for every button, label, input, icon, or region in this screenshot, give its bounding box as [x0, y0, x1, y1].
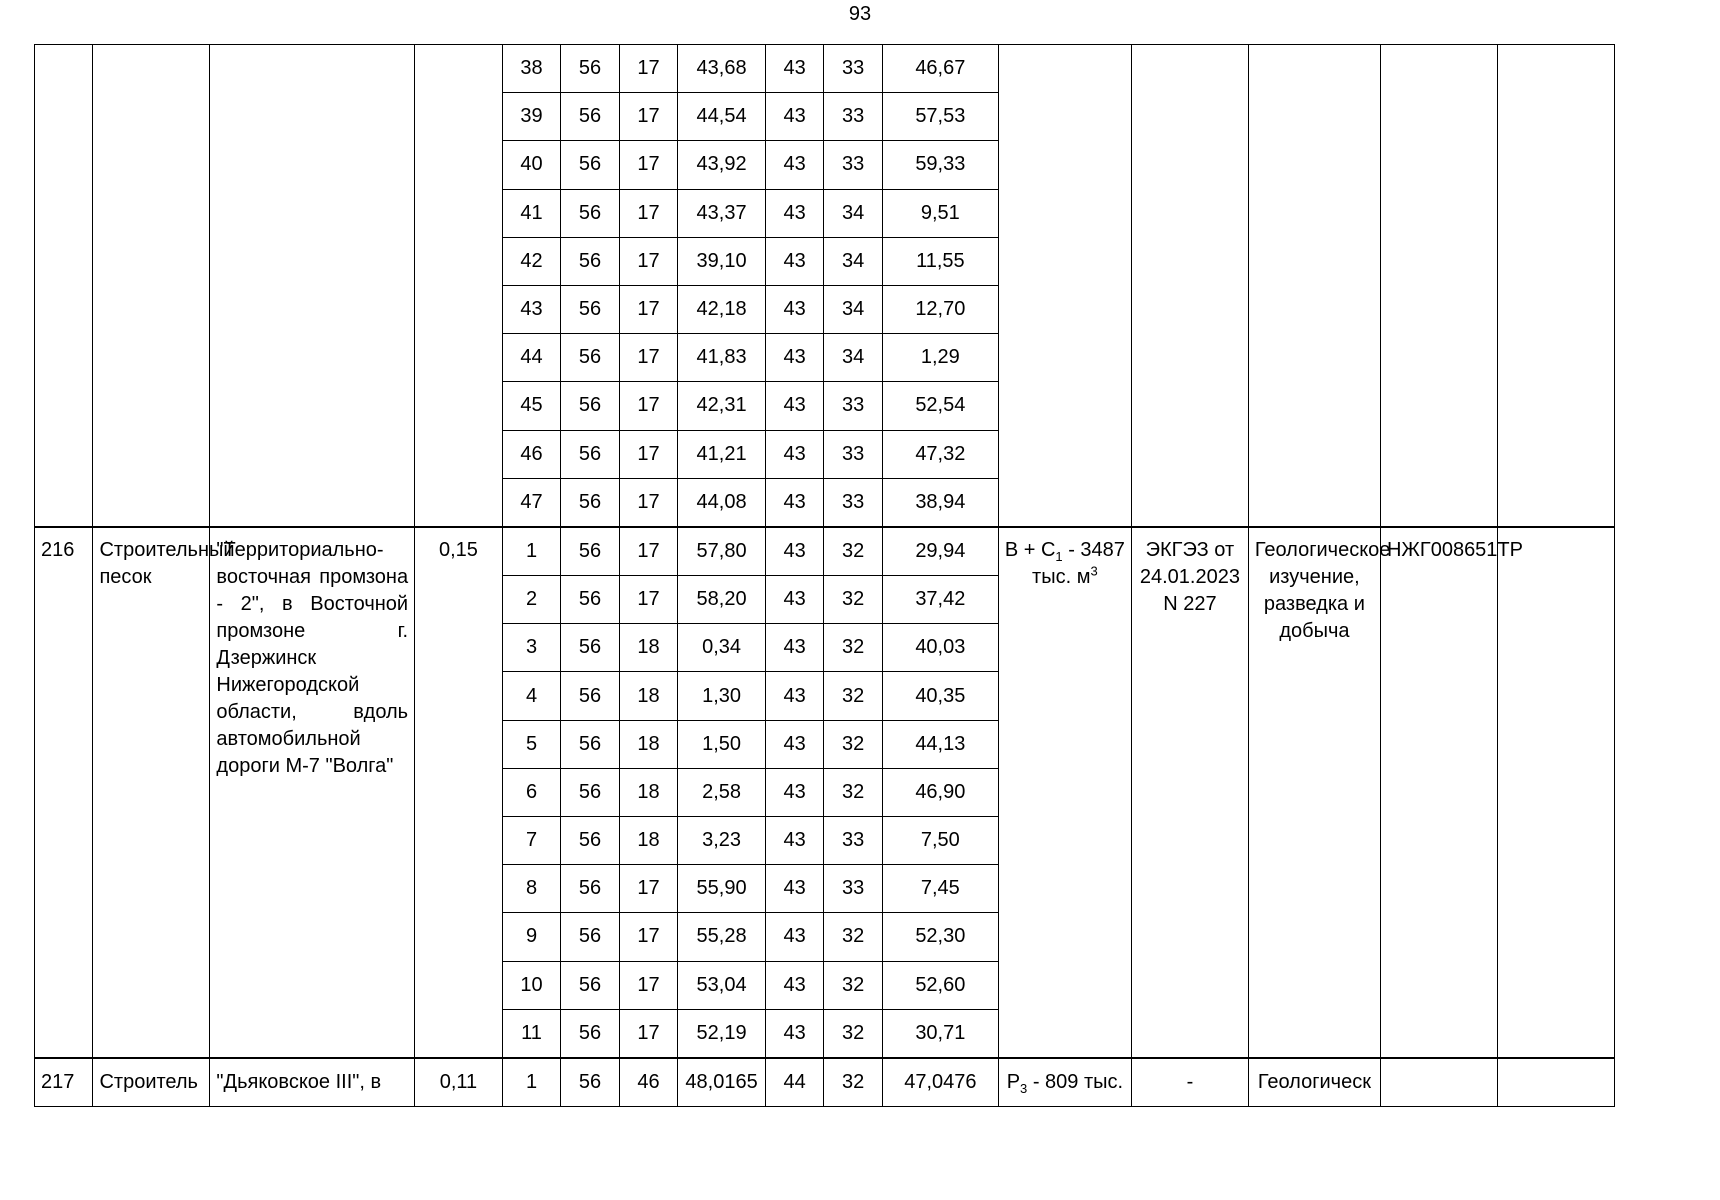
point-number-cell: 46	[502, 430, 560, 478]
point-number-cell: 2	[502, 576, 560, 624]
lat-min-cell: 17	[619, 961, 677, 1009]
lon-min-cell: 33	[824, 865, 882, 913]
lat-deg-cell: 56	[561, 93, 619, 141]
lon-deg-cell: 43	[765, 45, 823, 93]
license-cell	[1380, 45, 1497, 527]
lat-deg-cell: 56	[561, 430, 619, 478]
reserves-cell	[998, 45, 1131, 527]
coordinate-row	[35, 45, 1615, 93]
area-cell: 0,15	[415, 527, 503, 1058]
expertise-cell	[1131, 45, 1248, 527]
coordinate-row	[35, 1058, 1615, 1107]
entry-217	[35, 1058, 1615, 1107]
lon-sec-cell: 46,67	[882, 45, 998, 93]
point-number-cell: 11	[502, 1009, 560, 1058]
lon-min-cell: 33	[824, 141, 882, 189]
license-cell	[1380, 1058, 1497, 1107]
lat-min-cell: 17	[619, 1009, 677, 1058]
lat-sec-cell: 52,19	[678, 1009, 766, 1058]
lat-sec-cell: 43,68	[678, 45, 766, 93]
lon-sec-cell: 38,94	[882, 478, 998, 527]
lon-sec-cell: 40,03	[882, 624, 998, 672]
lat-deg-cell: 56	[561, 1058, 619, 1107]
lat-deg-cell: 56	[561, 189, 619, 237]
lon-sec-cell: 46,90	[882, 768, 998, 816]
lon-deg-cell: 43	[765, 817, 823, 865]
lon-sec-cell: 37,42	[882, 576, 998, 624]
point-number-cell: 40	[502, 141, 560, 189]
lat-deg-cell: 56	[561, 720, 619, 768]
point-number-cell: 8	[502, 865, 560, 913]
lon-sec-cell: 47,0476	[882, 1058, 998, 1107]
lat-sec-cell: 1,50	[678, 720, 766, 768]
lon-min-cell: 32	[824, 624, 882, 672]
lat-deg-cell: 56	[561, 768, 619, 816]
lat-sec-cell: 39,10	[678, 237, 766, 285]
lon-sec-cell: 30,71	[882, 1009, 998, 1058]
point-number-cell: 9	[502, 913, 560, 961]
lon-deg-cell: 43	[765, 334, 823, 382]
purpose-cell: Геологическое изучение, разведка и добыча	[1248, 527, 1380, 1058]
lon-sec-cell: 1,29	[882, 334, 998, 382]
lat-min-cell: 17	[619, 334, 677, 382]
lon-deg-cell: 44	[765, 1058, 823, 1107]
lon-sec-cell: 9,51	[882, 189, 998, 237]
reserves-category-index: 1	[1055, 548, 1063, 564]
point-number-cell: 47	[502, 478, 560, 527]
notes-cell	[1497, 1058, 1614, 1107]
lon-deg-cell: 43	[765, 141, 823, 189]
number-cell	[35, 45, 93, 527]
lat-deg-cell: 56	[561, 478, 619, 527]
number-cell: 216	[35, 527, 93, 1058]
lat-deg-cell: 56	[561, 672, 619, 720]
coordinate-row	[35, 527, 1615, 576]
number-cell: 217	[35, 1058, 93, 1107]
lon-deg-cell: 43	[765, 237, 823, 285]
point-number-cell: 3	[502, 624, 560, 672]
point-number-cell: 42	[502, 237, 560, 285]
lon-deg-cell: 43	[765, 768, 823, 816]
lat-min-cell: 18	[619, 672, 677, 720]
mineral-cell: Строитель	[93, 1058, 210, 1107]
mineral-cell: Строительный песок	[93, 527, 210, 1058]
lon-deg-cell: 43	[765, 961, 823, 1009]
lon-min-cell: 33	[824, 817, 882, 865]
lat-sec-cell: 0,34	[678, 624, 766, 672]
lon-deg-cell: 43	[765, 1009, 823, 1058]
lon-sec-cell: 11,55	[882, 237, 998, 285]
point-number-cell: 39	[502, 93, 560, 141]
reserves-amount: - 3487 тыс. м	[1032, 538, 1125, 588]
lon-min-cell: 34	[824, 285, 882, 333]
lon-min-cell: 33	[824, 430, 882, 478]
point-number-cell: 1	[502, 1058, 560, 1107]
point-number-cell: 5	[502, 720, 560, 768]
lon-sec-cell: 52,30	[882, 913, 998, 961]
lat-sec-cell: 41,83	[678, 334, 766, 382]
lon-deg-cell: 43	[765, 430, 823, 478]
lon-sec-cell: 7,45	[882, 865, 998, 913]
site-cell: "Территориально-восточная промзона - 2", в Восточной промзоне г. Дзержинск Нижегородской области, вдоль автомобильной дороги М-7 "Волга"	[210, 527, 415, 1058]
lon-sec-cell: 59,33	[882, 141, 998, 189]
point-number-cell: 4	[502, 672, 560, 720]
lat-min-cell: 17	[619, 430, 677, 478]
lat-sec-cell: 44,08	[678, 478, 766, 527]
lon-sec-cell: 44,13	[882, 720, 998, 768]
lat-sec-cell: 44,54	[678, 93, 766, 141]
lon-deg-cell: 43	[765, 382, 823, 430]
lat-min-cell: 17	[619, 527, 677, 576]
lon-min-cell: 33	[824, 45, 882, 93]
reserves-amount: - 809 тыс.	[1027, 1071, 1124, 1094]
reserves-cell	[998, 1058, 1131, 1107]
lat-deg-cell: 56	[561, 141, 619, 189]
lat-min-cell: 17	[619, 141, 677, 189]
reserves-category: В + С	[1004, 538, 1056, 561]
lat-deg-cell: 56	[561, 913, 619, 961]
lon-sec-cell: 52,60	[882, 961, 998, 1009]
lat-sec-cell: 53,04	[678, 961, 766, 1009]
lat-sec-cell: 1,30	[678, 672, 766, 720]
lat-deg-cell: 56	[561, 961, 619, 1009]
point-number-cell: 45	[502, 382, 560, 430]
lon-deg-cell: 43	[765, 285, 823, 333]
lon-deg-cell: 43	[765, 478, 823, 527]
lon-deg-cell: 43	[765, 720, 823, 768]
reserves-unit-power: 3	[1090, 563, 1098, 579]
lon-min-cell: 32	[824, 913, 882, 961]
lat-deg-cell: 56	[561, 865, 619, 913]
purpose-cell	[1248, 45, 1380, 527]
lon-deg-cell: 43	[765, 865, 823, 913]
lat-sec-cell: 57,80	[678, 527, 766, 576]
lon-min-cell: 33	[824, 93, 882, 141]
license-cell: НЖГ008651ТР	[1380, 527, 1497, 1058]
lon-min-cell: 32	[824, 527, 882, 576]
lat-sec-cell: 3,23	[678, 817, 766, 865]
point-number-cell: 6	[502, 768, 560, 816]
lat-min-cell: 17	[619, 576, 677, 624]
lat-sec-cell: 42,18	[678, 285, 766, 333]
lat-min-cell: 17	[619, 382, 677, 430]
reserves-category-index: 3	[1020, 1081, 1028, 1097]
site-cell	[210, 45, 415, 527]
lon-sec-cell: 52,54	[882, 382, 998, 430]
lat-sec-cell: 2,58	[678, 768, 766, 816]
lon-min-cell: 32	[824, 720, 882, 768]
lat-deg-cell: 56	[561, 576, 619, 624]
lon-sec-cell: 7,50	[882, 817, 998, 865]
notes-cell	[1497, 45, 1614, 527]
lat-deg-cell: 56	[561, 624, 619, 672]
lat-sec-cell: 55,28	[678, 913, 766, 961]
expertise-cell: -	[1131, 1058, 1248, 1107]
lat-sec-cell: 43,37	[678, 189, 766, 237]
lon-min-cell: 33	[824, 478, 882, 527]
lon-min-cell: 32	[824, 576, 882, 624]
lon-min-cell: 32	[824, 1009, 882, 1058]
lat-min-cell: 18	[619, 768, 677, 816]
point-number-cell: 1	[502, 527, 560, 576]
lat-sec-cell: 41,21	[678, 430, 766, 478]
area-cell: 0,11	[415, 1058, 503, 1107]
lon-min-cell: 34	[824, 237, 882, 285]
lat-min-cell: 17	[619, 478, 677, 527]
lat-deg-cell: 56	[561, 817, 619, 865]
lat-sec-cell: 43,92	[678, 141, 766, 189]
mineral-cell	[93, 45, 210, 527]
lat-sec-cell: 55,90	[678, 865, 766, 913]
lon-sec-cell: 12,70	[882, 285, 998, 333]
lon-sec-cell: 47,32	[882, 430, 998, 478]
lon-deg-cell: 43	[765, 576, 823, 624]
previous-entry-continuation	[35, 45, 1615, 527]
lat-min-cell: 17	[619, 93, 677, 141]
lon-sec-cell: 40,35	[882, 672, 998, 720]
lon-sec-cell: 57,53	[882, 93, 998, 141]
lat-min-cell: 18	[619, 720, 677, 768]
lon-min-cell: 34	[824, 189, 882, 237]
lat-min-cell: 17	[619, 237, 677, 285]
notes-cell	[1497, 527, 1614, 1058]
lon-min-cell: 34	[824, 334, 882, 382]
lon-deg-cell: 43	[765, 672, 823, 720]
reserves-cell	[998, 527, 1131, 1058]
lat-deg-cell: 56	[561, 334, 619, 382]
point-number-cell: 10	[502, 961, 560, 1009]
lat-deg-cell: 56	[561, 527, 619, 576]
lat-sec-cell: 48,0165	[678, 1058, 766, 1107]
point-number-cell: 38	[502, 45, 560, 93]
lon-sec-cell: 29,94	[882, 527, 998, 576]
lon-deg-cell: 43	[765, 527, 823, 576]
lat-sec-cell: 58,20	[678, 576, 766, 624]
lat-min-cell: 18	[619, 817, 677, 865]
lat-deg-cell: 56	[561, 45, 619, 93]
point-number-cell: 44	[502, 334, 560, 382]
reserves-category: Р	[1006, 1071, 1021, 1094]
lat-deg-cell: 56	[561, 237, 619, 285]
lat-min-cell: 17	[619, 45, 677, 93]
lon-min-cell: 32	[824, 1058, 882, 1107]
lat-min-cell: 17	[619, 189, 677, 237]
lon-min-cell: 32	[824, 768, 882, 816]
purpose-cell: Геологическ	[1248, 1058, 1380, 1107]
lat-deg-cell: 56	[561, 285, 619, 333]
area-cell	[415, 45, 503, 527]
lat-deg-cell: 56	[561, 1009, 619, 1058]
lon-deg-cell: 43	[765, 624, 823, 672]
page-number: 93	[848, 3, 872, 25]
lat-deg-cell: 56	[561, 382, 619, 430]
lat-min-cell: 17	[619, 285, 677, 333]
lat-min-cell: 17	[619, 865, 677, 913]
lon-deg-cell: 43	[765, 93, 823, 141]
lon-deg-cell: 43	[765, 189, 823, 237]
lon-deg-cell: 43	[765, 913, 823, 961]
point-number-cell: 7	[502, 817, 560, 865]
point-number-cell: 43	[502, 285, 560, 333]
lon-min-cell: 32	[824, 961, 882, 1009]
expertise-cell: ЭКГЭЗ от 24.01.2023 N 227	[1131, 527, 1248, 1058]
lat-min-cell: 18	[619, 624, 677, 672]
registry-table	[34, 44, 1615, 1107]
site-cell: "Дьяковское III", в	[210, 1058, 415, 1107]
lon-min-cell: 33	[824, 382, 882, 430]
lat-min-cell: 46	[619, 1058, 677, 1107]
entry-216	[35, 527, 1615, 1058]
point-number-cell: 41	[502, 189, 560, 237]
lon-min-cell: 32	[824, 672, 882, 720]
lat-sec-cell: 42,31	[678, 382, 766, 430]
lat-min-cell: 17	[619, 913, 677, 961]
